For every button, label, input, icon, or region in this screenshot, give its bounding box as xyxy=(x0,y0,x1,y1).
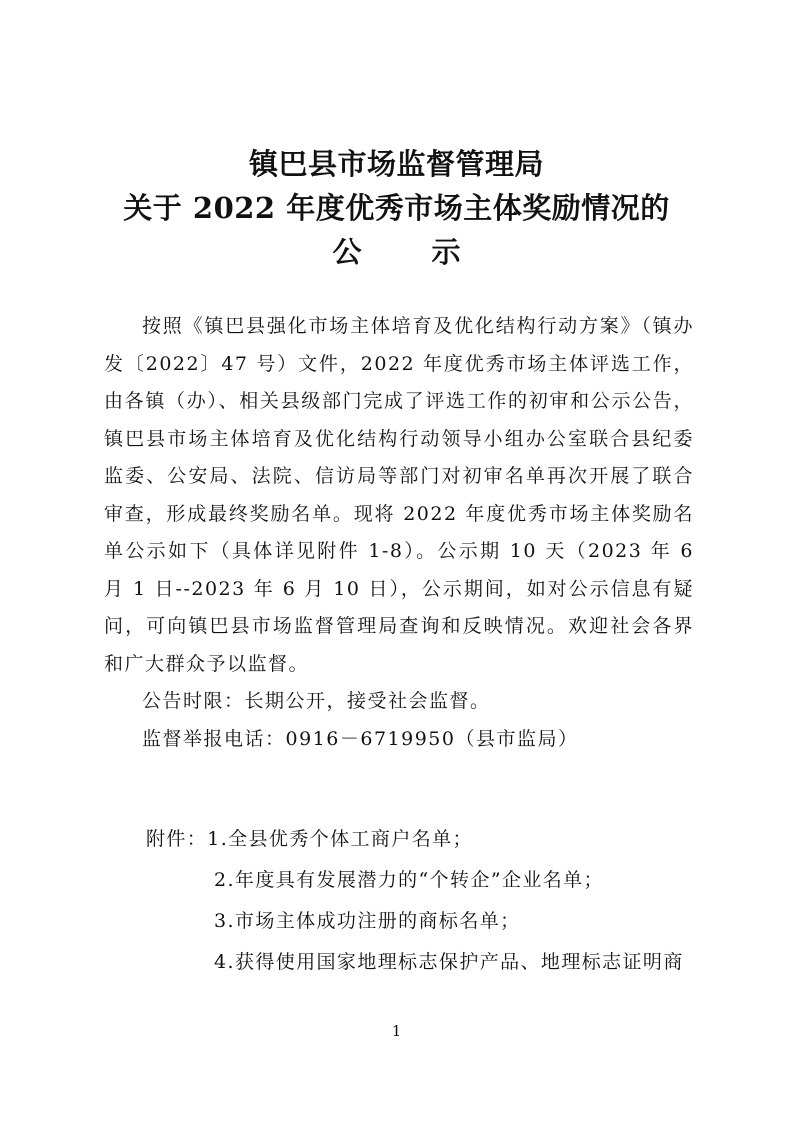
attachment-item: 1.全县优秀个体工商户名单； xyxy=(207,828,473,850)
page-number: 1 xyxy=(391,1022,402,1040)
document-title xyxy=(0,142,793,274)
attachments-list xyxy=(146,819,706,983)
attachment-row-1 xyxy=(146,819,706,860)
attachment-item: 4.获得使用国家地理标志保护产品、地理标志证明商 xyxy=(214,951,684,973)
document-body xyxy=(104,308,694,758)
title-line-notice: 公 示 xyxy=(332,235,491,269)
notice-period-line: 公告时限：长期公开，接受社会监督。 xyxy=(142,690,491,712)
title-line-subject: 关于 2022 年度优秀市场主体奖励情况的 xyxy=(123,191,670,225)
hotline-line: 监督举报电话：0916－6719950（县市监局） xyxy=(142,727,579,750)
main-paragraph: 按照《镇巴县强化市场主体培育及优化结构行动方案》（镇办发〔2022〕47 号）文件，2022 年度优秀市场主体评选工作，由各镇（办）、相关县级部门完成了评选工作的初审和公示公告，镇巴县市场主体培育及优化结构行动领导小组办公室联合县纪委监委、公安局、法院、信访局等部门对初审名单再次开展了联合审查，形成最终奖励名单。现将 2022 年度优秀市场主体奖励名单公示如下（具体详见附件 1-8）。公示期 10 天（2023 年 6 月 1 日--2023 年 6 月 10 日），公示期间，如对公示信息有疑问，可向镇巴县市场监督管理局查询和反映情况。欢迎社会各界和广大群众予以监督。 xyxy=(104,315,694,675)
title-line-agency: 镇巴县市场监督管理局 xyxy=(248,147,544,181)
attachments-label: 附件： xyxy=(146,828,208,850)
attachment-item: 2.年度具有发展潜力的“个转企”企业名单； xyxy=(214,869,604,891)
attachment-item: 3.市场主体成功注册的商标名单； xyxy=(214,910,521,932)
